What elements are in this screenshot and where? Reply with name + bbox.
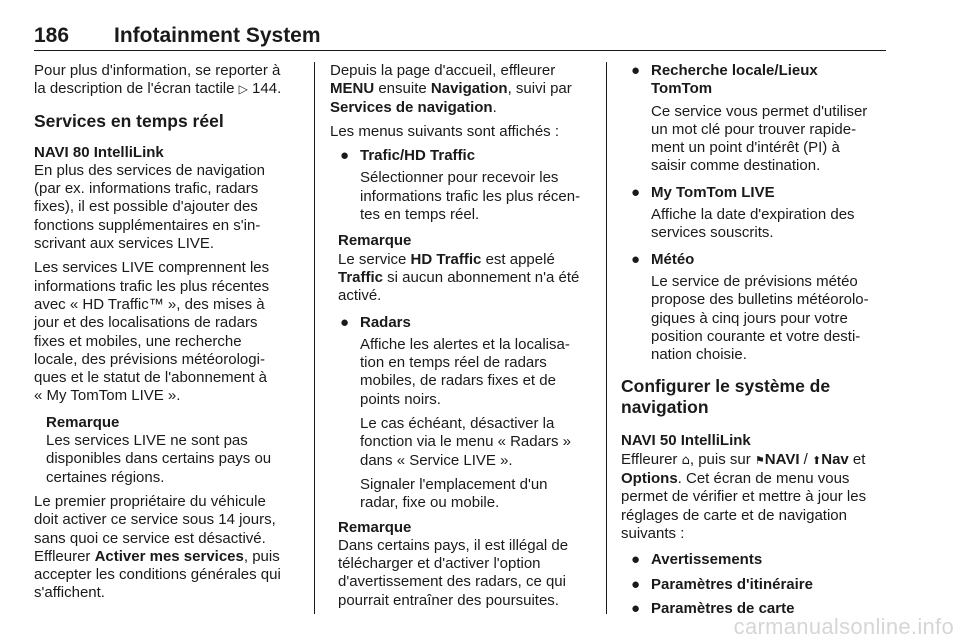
text-line: Le service HD Traffic est appelé xyxy=(338,250,555,268)
text-line: (par ex. informations trafic, radars xyxy=(34,180,259,198)
note-title: Remarque xyxy=(338,232,412,250)
list-item xyxy=(621,251,889,269)
page-number: 186 xyxy=(34,24,70,47)
flag-icon: ⚑ xyxy=(754,453,765,467)
text-line: En plus des services de navigation xyxy=(34,161,265,179)
text-line: Effleurer Activer mes services, puis xyxy=(34,547,280,565)
text-line: disponibles dans certains pays ou xyxy=(46,450,272,468)
text-line: doit activer ce service sous 14 jours, xyxy=(34,511,276,529)
text-line: certaines régions. xyxy=(46,468,165,486)
text-line: s'affichent. xyxy=(34,584,105,602)
text-line: fixes), il est possible d'ajouter des xyxy=(34,198,258,216)
text-line: fonctions supplémentaires en s'in- xyxy=(34,216,261,234)
text-line: jour et des localisations de radars xyxy=(34,314,258,332)
subheading: NAVI 50 IntelliLink xyxy=(621,432,751,450)
item-description: Sélectionner pour recevoir les informations trafic les plus récen- tes en temps réel. xyxy=(360,169,581,224)
item-title: TomTom xyxy=(651,80,713,98)
text-line: Les services LIVE ne sont pas xyxy=(46,432,248,450)
text-line: sans quoi ce service est désactivé. xyxy=(34,529,266,547)
text-line: informations trafic les plus récentes xyxy=(34,277,270,295)
text-line: fixes et mobiles, une recherche xyxy=(34,332,242,350)
page-header xyxy=(34,22,886,51)
page-ref-icon: ▷ xyxy=(238,82,248,97)
text-line: MENU ensuite Navigation, suivi par xyxy=(330,80,572,98)
column-3 xyxy=(621,62,889,618)
text-line: accepter les conditions générales qui xyxy=(34,566,281,584)
list-item xyxy=(621,62,889,99)
item-title: Trafic/HD Traffic xyxy=(360,147,476,165)
text-line: scrivant aux services LIVE. xyxy=(34,235,215,253)
text-line: activé. xyxy=(338,287,382,305)
text-line: Les services LIVE comprennent les xyxy=(34,259,270,277)
text-line: Services de navigation. xyxy=(330,98,497,116)
column-divider xyxy=(606,62,607,614)
bullet-icon: ● xyxy=(340,147,350,165)
section-heading: Services en temps réel xyxy=(34,110,224,131)
list-item-avertissements: ● Avertissements xyxy=(631,551,763,569)
subheading: NAVI 80 IntelliLink xyxy=(34,143,164,161)
text-line: locale, des prévisions météorologi- xyxy=(34,350,265,368)
column-2 xyxy=(330,62,600,610)
item-description: Ce service vous permet d'utiliser un mot clé pour trouver rapide- ment un point d'intérêt (PI) à saisir comme destination. xyxy=(651,102,868,175)
intro-line: la description de l'écran tactile ▷ 144. xyxy=(34,80,282,98)
item-description: Affiche la date d'expiration des services souscrits. xyxy=(651,206,855,242)
bullet-icon: ● xyxy=(631,599,641,617)
column-1 xyxy=(34,62,302,603)
text-line: Depuis la page d'accueil, effleurer xyxy=(330,62,556,79)
note-box xyxy=(330,232,600,305)
item-title: Radars xyxy=(360,313,411,331)
bullet-icon: ● xyxy=(340,313,350,331)
note-title: Remarque xyxy=(338,518,412,536)
item-description: Le service de prévisions météo propose des bulletins météorolo- giques à cinq jours pour votre position courante et votre desti- nation choisie. xyxy=(651,272,869,364)
menu-option-activer: Activer mes services xyxy=(94,547,244,565)
bullet-icon: ● xyxy=(631,250,641,268)
home-icon: ⌂ xyxy=(681,452,690,468)
note-box: Remarque Dans certains pays, il est illégal de télécharger et d'activer l'option d'avertissement des radars, ce qui pourrait entraîner des poursuites. xyxy=(330,519,600,610)
intro-line: Pour plus d'information, se reporter à xyxy=(34,62,281,79)
item-title: My TomTom LIVE xyxy=(651,183,775,201)
note-title: Remarque xyxy=(46,413,120,431)
bullet-icon: ● xyxy=(631,575,641,593)
list-item xyxy=(330,147,600,165)
list-item-parametres-itineraire: ● Paramètres d'itinéraire xyxy=(631,575,813,593)
item-title: Recherche locale/Lieux xyxy=(651,62,818,79)
item-description: Affiche les alertes et la localisa- tion en temps réel de radars mobiles, de radars fixes et de points noirs. Le cas échéant, désactiver la fonction via le menu « Radars » dans « Service LIVE ». Signaler l'emplacement d'un radar, fixe ou mobile. xyxy=(360,335,571,512)
list-item-parametres-carte: ● Paramètres de carte xyxy=(631,599,795,617)
text-line: Les menus suivants sont affichés : xyxy=(330,122,560,140)
navigation-arrow-icon: ⬆ xyxy=(812,453,822,467)
text-line: Le premier propriétaire du véhicule xyxy=(34,492,266,510)
text-line: « My TomTom LIVE ». xyxy=(34,387,181,405)
note-box xyxy=(34,414,302,487)
watermark: carmanualsonline.info xyxy=(733,614,954,639)
page-title: Infotainment System xyxy=(114,24,321,47)
bullet-icon: ● xyxy=(631,551,641,569)
text-line: avec « HD Traffic™ », des mises à xyxy=(34,295,265,313)
text-line: Traffic si aucun abonnement n'a été xyxy=(338,268,580,286)
text-line: suivants : xyxy=(621,524,685,542)
text-line: réglages de carte et de navigation xyxy=(621,506,847,524)
item-title: Météo xyxy=(651,250,695,268)
bullet-icon: ● xyxy=(631,62,641,79)
bullet-icon: ● xyxy=(631,183,641,201)
text-line: Options. Cet écran de menu vous xyxy=(621,470,850,488)
section-heading: Configurer le système de navigation xyxy=(621,376,831,418)
text-line: permet de vérifier et mettre à jour les xyxy=(621,488,867,506)
list-item xyxy=(330,314,600,332)
text-line: Effleurer ⌂, puis sur ⚑NAVI / ⬆Nav et xyxy=(621,451,889,470)
text-line: ques et le statut de l'abonnement à xyxy=(34,369,268,387)
list-item xyxy=(621,184,889,202)
column-divider xyxy=(314,62,315,614)
